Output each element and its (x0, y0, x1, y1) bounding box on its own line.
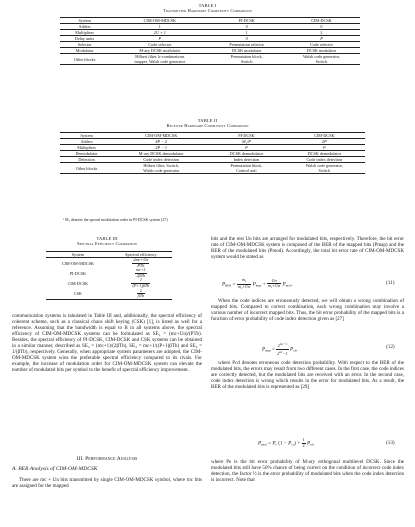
table2-footnote: ¹ M₁ denotes the special modulation order in PI-DCSK system [27]. (63, 218, 169, 222)
fraction: $\frac{m_c}{m_c+Un}$ (237, 277, 251, 290)
table2-cell: 2P (321, 139, 327, 144)
paragraph-text: where Pcd denotes erroneous code detection probability. With respect to the BER of the modulated bits, the errors may result from two different cases. In the first case, the code indices are correctly detected, but the modulated bits are received with an error. In the second case, code index detection is wrong which results in the error for modulated bits. As a result, the BER of the modulated bits is represented as [29] (211, 360, 404, 391)
table3-cell: CSK (73, 291, 82, 297)
table1-cell: 0 (245, 36, 248, 41)
fraction: $\frac{1}{2}$ (302, 437, 305, 448)
paragraph-text: where Pe is the bit error probability of M-ary orthogonal multilevel DCSK. Since the modulated bits still have 50% chance of being correct on the condition of incorrect code index detection, the factor ½ is the error probability of modulated bits when the code index detection is incorrect. Note that (211, 459, 404, 484)
equation-11: PBER = $\frac{m_c}{m_c+Un}$ Pmap + $\frac{Un}{m_c+Un}$ Pmod. (222, 277, 293, 290)
table3-caption (12, 236, 202, 247)
cell-line: Control unit (236, 168, 257, 173)
cell-line: Permutation block, (230, 54, 263, 59)
table1-header: PI-DCSK (238, 18, 255, 23)
table3-number: TABLE III (96, 236, 118, 241)
table2-caption (0, 118, 415, 129)
table2-cell: Multipliers (77, 145, 96, 150)
left-column-paragraph-2 (12, 477, 202, 489)
table-row (46, 258, 172, 269)
cell-line: Switch (240, 59, 253, 64)
table3-header: System (71, 252, 85, 257)
table1 (60, 17, 360, 65)
right-column-paragraph-2 (211, 298, 404, 322)
equation-12: Pmap = $\frac{2^{mc-1}}{2^{mc}-1}$ Pcd, (262, 342, 298, 356)
frac-den: βTb (137, 293, 145, 299)
frac-den: (P+1)βTb (132, 282, 150, 288)
table1-cell: Selector (77, 42, 92, 47)
frac-num: 1 (137, 289, 146, 295)
equation-13: Pmod = Pe (1 − Pcd) + $\frac{1}{2}$ Pcd, (258, 437, 315, 448)
cell-line: Hilbert filter, Switch, (143, 163, 179, 168)
table1-cell: Code selector (310, 42, 333, 47)
table1-cell: P (320, 36, 323, 41)
table1-cell: DCSK modulator (231, 48, 262, 53)
table3-title: Spectral Efficiency Comparison (77, 241, 137, 247)
table1-cell: Delay units (75, 36, 95, 41)
table2-number: TABLE II (197, 118, 218, 123)
table3-cell (110, 289, 172, 300)
table2-cell: Code index detection (306, 157, 343, 162)
table2-cell: P (245, 145, 248, 150)
table1-cell (210, 54, 283, 65)
table3-header: Spectral efficiency (125, 252, 157, 257)
table1-cell: 0 (320, 24, 323, 29)
table2-header: PI-DCSK (238, 133, 255, 138)
table2-header: System (80, 133, 93, 138)
table2-cell: Detection (78, 157, 95, 162)
section-heading: III. Performance Analysis (76, 456, 138, 462)
cell-line: Walsh code generator, (305, 163, 343, 168)
frac-num: 2mc+Un (133, 257, 149, 262)
table1-cell: 1 (245, 30, 248, 35)
cell-line: Walsh code generator (143, 168, 180, 173)
cell-line: Permutation block, (230, 163, 263, 168)
table2-cell: Adders (80, 139, 93, 144)
table2 (60, 132, 365, 174)
equation-number: (11) (386, 280, 395, 286)
fraction: $\frac{2^{mc-1}}{2^{mc}-1}$ (277, 342, 288, 356)
table3 (46, 251, 172, 300)
table2-cell: Code index detection (143, 157, 179, 162)
right-column-paragraph-1 (211, 236, 404, 260)
table2-cell: DCSK demodulator (307, 151, 342, 156)
cell-line: Switch (315, 59, 328, 64)
table1-header: System (78, 18, 91, 23)
table-row (46, 289, 172, 300)
table1-cell: Adders (78, 24, 91, 29)
table1-cell: 0 (245, 24, 248, 29)
paragraph-text: bits and the rest Un bits are arranged for modulated bits, respectively. Therefore, the bit error rate of CIM-OM-MDCSK system is composed of the BER of the mapped bits (Pmap) and the BER of the modulated bits (Pmod). Accordingly, the total bit error rate of CIM-OM-MDCSK system would be stated as (211, 236, 404, 261)
table2-cell: M-ary DCSK demodulator (138, 151, 184, 156)
table1-header: CIM-DCSK (311, 18, 332, 23)
table1-cell: M-ary DCSK modulator (139, 48, 181, 53)
frac-num: 1 (131, 278, 150, 284)
table2-cell (284, 163, 365, 174)
table2-cell: Other blocks (75, 165, 98, 171)
frac-den: 2βTb (136, 272, 146, 278)
table1-cell: Multipliers (75, 30, 94, 35)
table1-cell: DCSK modulator (306, 48, 337, 53)
subsection-heading: A. BER Analysis of CIM-OM-MDCSK (12, 466, 98, 472)
frac-den: PTb (137, 262, 145, 268)
table2-cell: Index detection (233, 157, 260, 162)
table1-cell: P (158, 36, 162, 41)
cell-line: Switch (318, 168, 331, 173)
table2-header: CIM-OM-MDCSK (145, 133, 178, 138)
cell-line: Hilbert filter, k-combinations (135, 54, 185, 59)
equation-number: (13) (386, 440, 395, 446)
table2-cell: M₁/P (242, 139, 251, 144)
table1-caption (0, 3, 415, 14)
table2-cell: P (323, 145, 326, 150)
table1-cell: 2 (320, 30, 323, 35)
table1-cell: 1 (158, 24, 161, 29)
table-row (46, 268, 172, 278)
table-row (46, 278, 172, 288)
frac-num: mc+1 (135, 267, 146, 273)
table1-cell: Code selector (148, 42, 172, 47)
table2-header: CIM-DCSK (314, 133, 335, 138)
table1-cell: Modulator (75, 48, 94, 53)
table2-cell: 4P − 2 (155, 139, 167, 144)
table1-cell (109, 54, 210, 65)
table1-cell: 2U + 1 (153, 30, 166, 35)
cell-line: mapper, Walsh code generator (134, 59, 186, 64)
right-column-paragraph-3 (211, 360, 404, 390)
fraction: $\frac{Un}{m_c+Un}$ (267, 277, 281, 290)
table2-title: Receiver Hardware Complexity Comparison (166, 123, 249, 129)
paragraph-text: There are mc + Un bits transmitted by single CIM-OM-MDCSK symbol, where mc bits are assigned for the mapped (12, 477, 202, 490)
table-row (60, 163, 365, 174)
table1-cell: Other blocks (73, 56, 96, 62)
table2-cell: Demodulator (75, 151, 98, 156)
fraction (137, 289, 146, 299)
table1-header: CIM-OM-MDCSK (143, 18, 176, 23)
equation-number: (12) (386, 344, 395, 350)
table2-cell: DCSK demodulator (229, 151, 264, 156)
table1-title: Transmitter Hardware Complexity Comparison (163, 8, 252, 14)
paragraph-text: communication systems is tabulated in Table III and, additionally, the spectral efficiency of coherent scheme, such as a classical chaos shift keying (CSK) [1], is listed as well for a reference. Assuming that the bandwidth is equal to B in all systems above, the spectral efficiency of CIM-OM-MDCSK systems can be formulated as SE₁ = (mc+Un)/(PTb). Besides, the spectral efficiency of PI-DCSK, CIM-DCSK and CSK systems can be obtained in a similar manner, described as SE₂ = (mc+1)/(2βTb), SE₃ = mc+1/((P+1)βTb) and SE₄ = 1/(βTb), respectively. Generally, when appropriate system parameters are adopted, the CIM-OM-MDCSK system wins the preferable spectral efficiency compared to its rivals. For example, the increase of modulation order for CIM-OM-MDCSK system can elevate the number of modulated bits per symbol to the benefit of spectral efficiency improvement. (12, 313, 202, 374)
cell-line: Walsh code generator, (302, 54, 340, 59)
table-row (60, 54, 360, 65)
paragraph-text: When the code indices are erroneously detected, we will obtain a wrong combination of mapped bits. Compared to correct combination, each wrong combination may involve a various number of incorrect mapped bits. Thus, the bit error probability of the mapped bits is a function of error probability of code index detection given as [27] (211, 298, 404, 323)
table1-cell (283, 54, 360, 65)
table1-number: TABLE I (198, 3, 217, 8)
table2-cell (113, 163, 209, 174)
right-column-paragraph-4 (211, 459, 404, 483)
table1-cell: Permutation selector (229, 42, 264, 47)
table2-cell (209, 163, 283, 174)
table3-cell: PI-DCSK (69, 270, 87, 276)
left-column-paragraph (12, 313, 202, 373)
table2-cell: 2P − 1 (155, 145, 167, 150)
table3-cell: CIM-OM-MDCSK (61, 260, 95, 266)
table3-cell: CIM-DCSK (67, 280, 89, 286)
